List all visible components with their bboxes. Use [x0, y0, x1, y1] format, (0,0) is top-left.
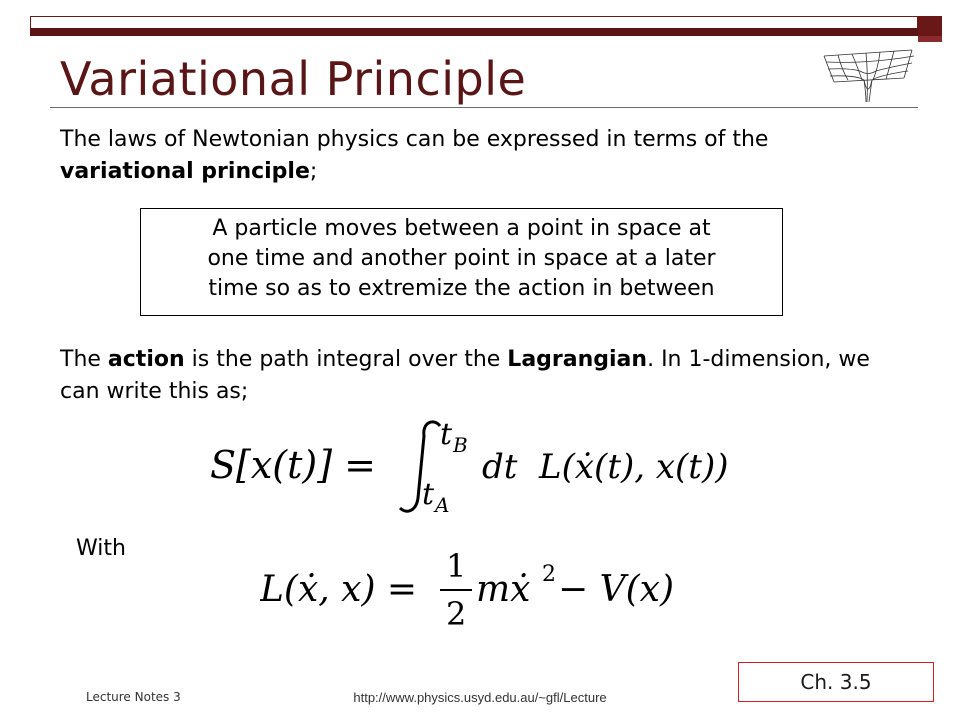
principle-line: A particle moves between a point in space at [212, 216, 711, 241]
title-underline [50, 107, 918, 108]
footer-url-link[interactable]: http://www.physics.usyd.edu.au/~gfl/Lecture [353, 690, 607, 705]
footer-lecture-notes: Lecture Notes 3 [86, 690, 181, 704]
lagrangian-term: Lagrangian [507, 347, 648, 372]
upper-limit: t [440, 417, 453, 452]
lagrangian-lhs: L(ẋ, x) = [260, 569, 418, 610]
action-paragraph [60, 344, 890, 408]
intro-paragraph [60, 124, 890, 188]
lower-limit: t [422, 477, 435, 512]
gravity-well-grid-icon [820, 44, 916, 106]
action-equation [210, 412, 775, 522]
chapter-reference-badge: Ch. 3.5 [738, 662, 934, 702]
lower-limit-sub: A [435, 493, 450, 517]
variational-principle-term: variational principle [60, 159, 310, 184]
action-text: is the path integral over the [184, 347, 508, 372]
action-lhs: S[x(t)] = [210, 443, 376, 487]
action-integrand: dt L(ẋ(t), x(t)) [482, 447, 729, 487]
principle-statement-box [140, 208, 783, 316]
action-text: The [60, 347, 108, 372]
intro-text-end: ; [309, 159, 318, 184]
potential-term: − V(x) [558, 569, 674, 610]
corner-accent-square [918, 16, 942, 36]
kinetic-term: mẋ [476, 569, 531, 610]
principle-line: time so as to extremize the action in between [208, 276, 715, 301]
slide-title: Variational Principle [60, 52, 527, 106]
fraction-denominator: 2 [446, 595, 467, 633]
principle-line: one time and another point in space at a later [207, 246, 716, 271]
lagrangian-equation [260, 545, 690, 635]
upper-limit-sub: B [453, 433, 468, 457]
action-term: action [107, 347, 185, 372]
with-label: With [76, 536, 126, 561]
intro-text: The laws of Newtonian physics can be expressed in terms of the [60, 127, 769, 152]
action-text: . In 1-dimension, we can write this as; [60, 347, 870, 404]
fraction-numerator: 1 [446, 547, 467, 585]
top-accent-bar [30, 28, 918, 36]
kinetic-exponent: 2 [542, 562, 556, 587]
corner-accent-square-small [918, 36, 942, 42]
